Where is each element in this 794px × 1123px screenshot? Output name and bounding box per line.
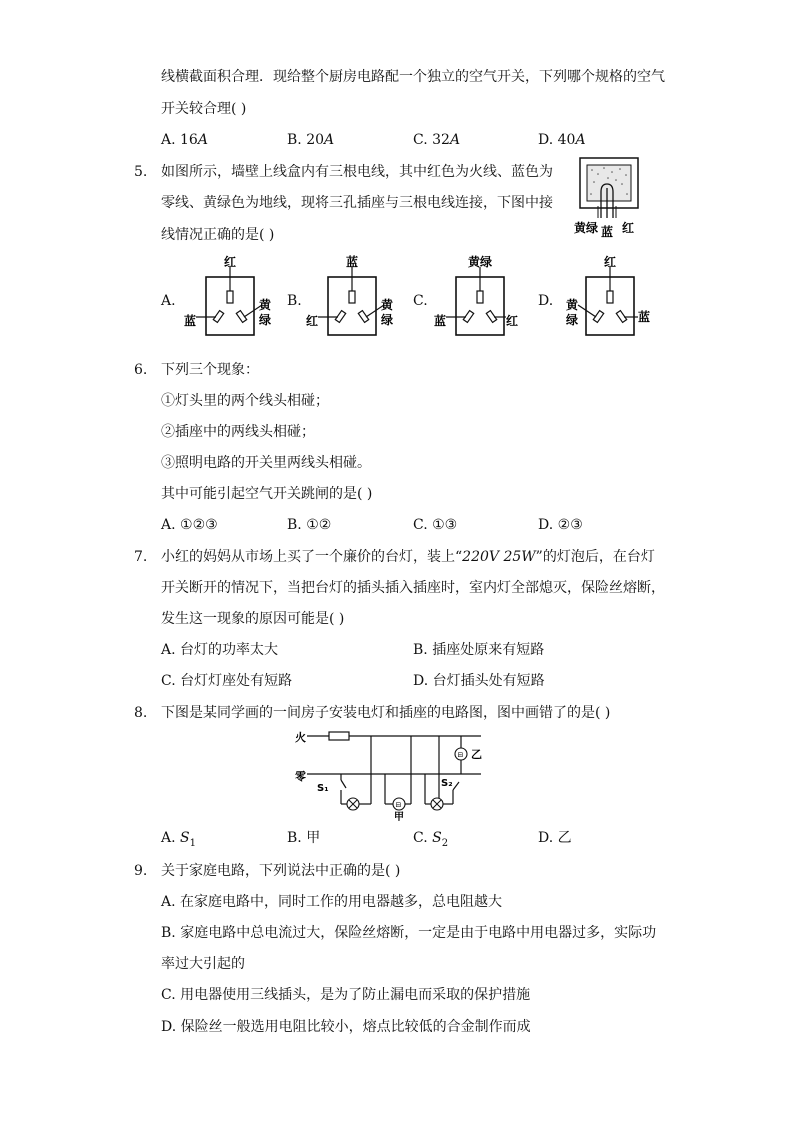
q4-option-b[interactable] xyxy=(287,131,334,149)
q6-item-2: ②插座中的两线头相碰； xyxy=(161,424,315,440)
socket-earth-hole xyxy=(227,291,233,303)
q7-option-b[interactable] xyxy=(413,641,544,659)
q6-number: 6. xyxy=(134,362,148,378)
q4-option-c[interactable] xyxy=(413,131,460,149)
label-s2: S₂ xyxy=(441,778,453,789)
option-text: ①② xyxy=(306,517,332,533)
option-letter: C. xyxy=(413,132,428,148)
option-letter: B. xyxy=(287,830,302,846)
fuse xyxy=(329,732,349,740)
socket-top-label: 黄绿 xyxy=(468,255,493,269)
wire-label-yellowgreen: 黄绿 xyxy=(574,221,599,235)
socket-left-label: 红 xyxy=(306,314,319,328)
q8-option-d[interactable] xyxy=(538,829,572,847)
option-unit: A xyxy=(575,132,586,148)
q6-stem: 下列三个现象： xyxy=(161,362,259,378)
q7-stem-line3: 发生这一现象的原因可能是( ) xyxy=(161,611,345,627)
q5-option-d-socket[interactable] xyxy=(562,255,662,341)
socket-left-label: 蓝 xyxy=(434,314,447,328)
q9-option-d[interactable]: D. 保险丝一般选用电阻比较小，熔点比较低的合金制作而成 xyxy=(161,1019,531,1035)
wire-box-figure xyxy=(574,154,646,240)
q6-option-d[interactable] xyxy=(538,516,583,534)
socket-left-label: 蓝 xyxy=(184,314,197,328)
q5-stem-line2: 零线、黄绿色为地线，现将三孔插座与三根电线连接，下图中接 xyxy=(161,195,553,211)
q5-option-b-socket[interactable] xyxy=(304,255,400,341)
option-letter: C. xyxy=(161,673,176,689)
socket-top-label: 红 xyxy=(224,255,237,269)
socket-earth-hole xyxy=(349,291,355,303)
svg-text:⊟: ⊟ xyxy=(395,801,402,809)
label-yi: 乙 xyxy=(471,748,482,761)
option-text: 乙 xyxy=(557,830,572,846)
q9-option-c[interactable]: C. 用电器使用三线插头，是为了防止漏电而采取的保护措施 xyxy=(161,987,531,1003)
q8-circuit-diagram xyxy=(293,726,503,822)
q5-number: 5. xyxy=(134,164,148,180)
option-value: 40 xyxy=(557,132,576,148)
q8-stem: 下图是某同学画的一间房子安装电灯和插座的电路图，图中画错了的是( ) xyxy=(161,705,611,721)
q9-option-b-line2: 率过大引起的 xyxy=(161,956,245,972)
q6-question: 其中可能引起空气开关跳闸的是( ) xyxy=(161,486,373,502)
switch-s2 xyxy=(453,782,459,790)
socket-right-label: 黄绿 xyxy=(259,298,272,327)
option-text: 插座处原来有短路 xyxy=(432,642,545,658)
q8-option-b[interactable] xyxy=(287,829,320,847)
socket-top-label: 红 xyxy=(604,255,617,269)
svg-text:⊟: ⊟ xyxy=(457,751,464,759)
q9-option-a[interactable]: A. 在家庭电路中，同时工作的用电器越多，总电阻越大 xyxy=(161,894,503,910)
option-letter: B. xyxy=(287,517,302,533)
option-subscript: 2 xyxy=(441,837,449,849)
option-text: 台灯的功率太大 xyxy=(180,642,279,658)
q4-stem-line2: 开关较合理( ) xyxy=(161,101,247,117)
option-unit: A xyxy=(197,132,208,148)
fire-line-label: 火 xyxy=(295,731,306,744)
q5-option-a-socket[interactable] xyxy=(182,255,278,341)
q9-stem: 关于家庭电路，下列说法中正确的是( ) xyxy=(161,863,401,879)
option-letter: B. xyxy=(287,132,302,148)
option-text: S xyxy=(432,830,442,846)
option-letter: A. xyxy=(161,517,176,533)
option-letter: D. xyxy=(538,830,554,846)
q6-option-c[interactable] xyxy=(413,516,457,534)
q4-option-d[interactable] xyxy=(538,131,586,149)
option-value: 32 xyxy=(432,132,450,148)
q7-stem-part-a: 小红的妈妈从市场上买了一个廉价的台灯，装上“ xyxy=(161,549,463,565)
q5-stem-line3: 线情况正确的是( ) xyxy=(161,227,275,243)
socket-earth-hole xyxy=(607,291,613,303)
option-letter: A. xyxy=(161,132,176,148)
socket-right-label: 红 xyxy=(506,314,519,328)
socket-earth-hole xyxy=(477,291,483,303)
option-letter: D. xyxy=(538,517,554,533)
socket-right-label: 黄绿 xyxy=(381,298,394,327)
q8-number: 8. xyxy=(134,705,148,721)
q4-stem-line1: 线横截面积合理．现给整个厨房电路配一个独立的空气开关，下列哪个规格的空气 xyxy=(161,69,665,85)
q9-number: 9. xyxy=(134,863,148,879)
q5-option-a-letter[interactable]: A. xyxy=(161,293,176,309)
socket-right-label: 蓝 xyxy=(638,310,651,324)
option-letter: C. xyxy=(413,830,428,846)
option-text: 台灯插头处有短路 xyxy=(432,673,545,689)
wire-label-blue: 蓝 xyxy=(601,225,614,239)
q5-stem-line1: 如图所示，墙壁上线盒内有三根电线，其中红色为火线、蓝色为 xyxy=(161,164,553,180)
option-text: ①②③ xyxy=(180,517,218,533)
q6-item-3: ③照明电路的开关里两线头相碰。 xyxy=(161,455,371,471)
option-letter: B. xyxy=(413,642,428,658)
option-text: 台灯灯座处有短路 xyxy=(180,673,293,689)
q6-item-1: ①灯头里的两个线头相碰； xyxy=(161,393,329,409)
neutral-line-label: 零 xyxy=(295,770,306,783)
option-text: 甲 xyxy=(306,830,321,846)
wire-box-inner xyxy=(587,165,631,201)
option-subscript: 1 xyxy=(189,837,196,849)
option-unit: A xyxy=(324,132,335,148)
socket-left-label: 黄绿 xyxy=(566,298,579,327)
socket-top-label: 蓝 xyxy=(346,255,359,269)
q9-option-b-line1[interactable]: B. 家庭电路中总电流过大，保险丝熔断，一定是由于电路中用电器过多，实际功 xyxy=(161,925,657,941)
option-letter: A. xyxy=(161,830,176,846)
q7-number: 7. xyxy=(134,549,148,565)
option-value: 16 xyxy=(180,132,198,148)
option-letter: A. xyxy=(161,642,176,658)
q7-lamp-rating: 220V 25W xyxy=(462,549,536,565)
q7-option-c[interactable] xyxy=(161,672,292,690)
option-unit: A xyxy=(449,132,461,148)
switch-s1 xyxy=(341,780,346,788)
q7-option-a[interactable] xyxy=(161,641,278,659)
q5-option-b-letter[interactable]: B. xyxy=(287,293,302,309)
option-text: ②③ xyxy=(557,517,583,533)
q7-stem-line1 xyxy=(161,548,655,566)
option-text: ①③ xyxy=(432,517,458,533)
option-letter: C. xyxy=(413,517,428,533)
label-jia: 甲 xyxy=(394,812,404,822)
q8-option-a[interactable] xyxy=(161,829,196,853)
label-s1: S₁ xyxy=(317,783,329,794)
q4-option-a[interactable] xyxy=(161,131,208,149)
option-letter: D. xyxy=(538,132,554,148)
q8-option-c[interactable] xyxy=(413,829,448,853)
option-letter: D. xyxy=(413,673,429,689)
q5-option-c-socket[interactable] xyxy=(432,255,528,341)
q5-option-c-letter[interactable]: C. xyxy=(413,293,428,309)
q7-stem-part-c: ”的灯泡后，在台灯 xyxy=(535,549,655,565)
option-value: 20 xyxy=(306,132,325,148)
q6-option-b[interactable] xyxy=(287,516,331,534)
q5-option-d-letter[interactable]: D. xyxy=(538,293,554,309)
q6-option-a[interactable] xyxy=(161,516,218,534)
q7-option-d[interactable] xyxy=(413,672,545,690)
option-text: S xyxy=(180,830,190,846)
q7-stem-line2: 开关断开的情况下，当把台灯的插头插入插座时，室内灯全部熄灭，保险丝熔断， xyxy=(161,580,665,596)
wire-label-red: 红 xyxy=(622,221,635,235)
